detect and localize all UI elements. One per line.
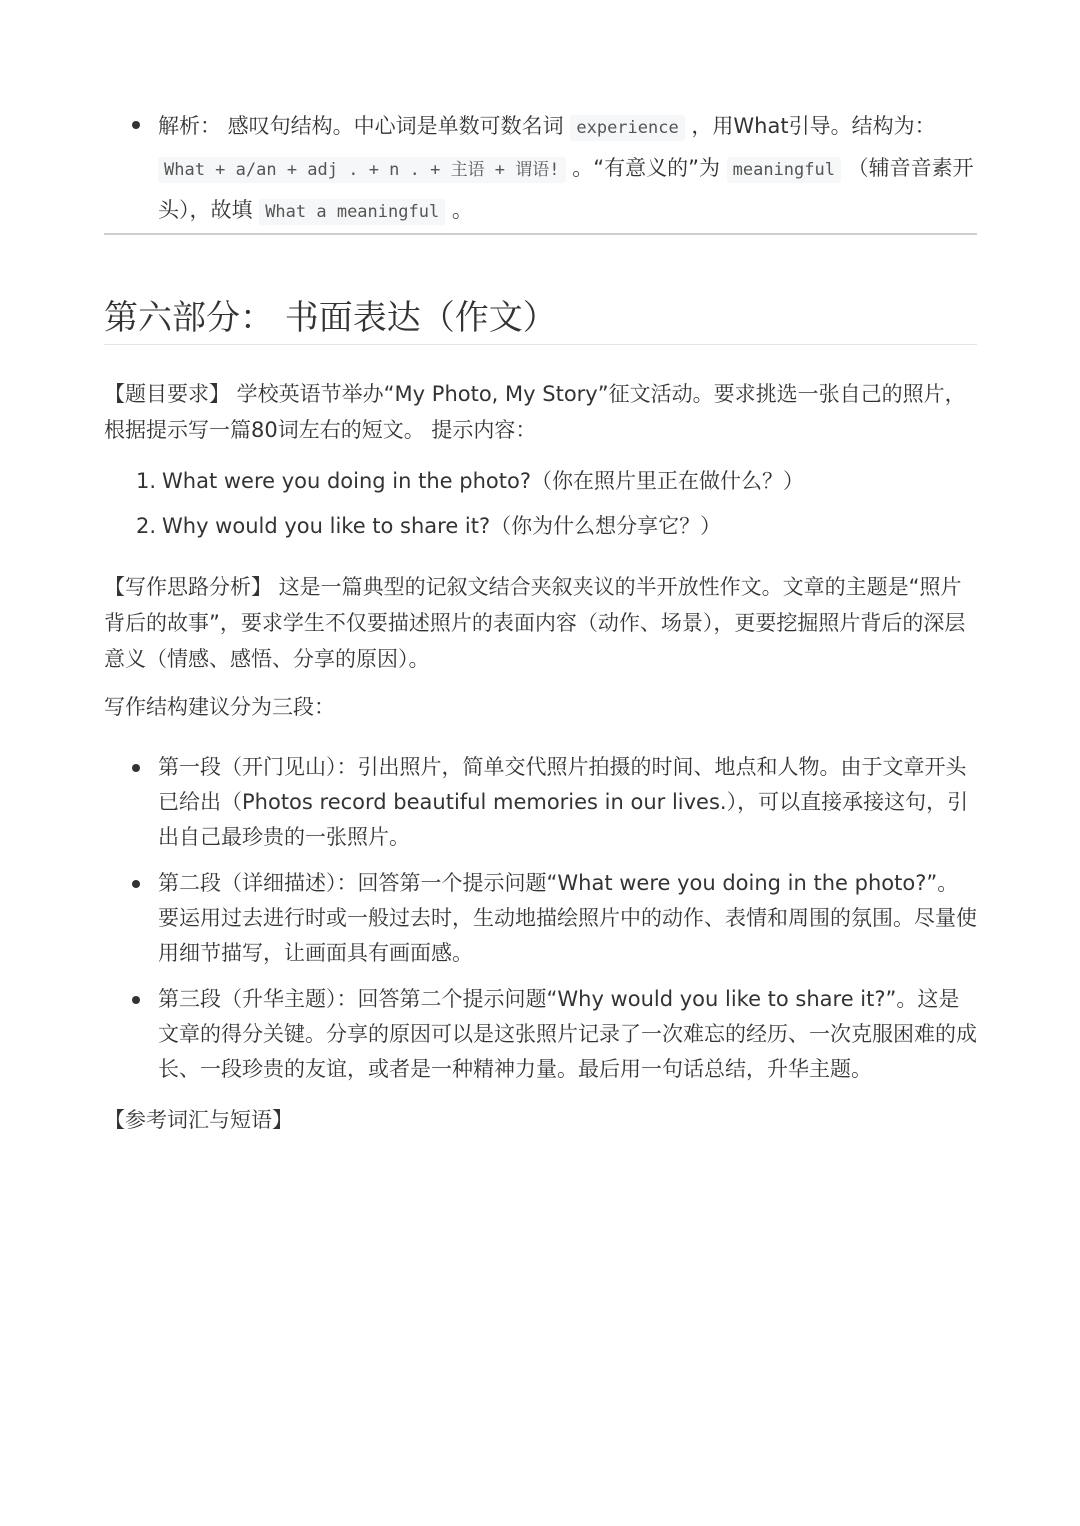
writing-analysis-label: 【写作思路分析】 [104, 575, 272, 599]
section-title: 第六部分： 书面表达（作文） [104, 298, 557, 338]
requirement-label: 【题目要求】 [104, 382, 230, 406]
analysis-text: 。“有意义的”为 [565, 156, 727, 180]
prompt-text: What were you doing in the photo?（你在照片里正在做什么？） [162, 469, 804, 493]
code-answer: What a meaningful [259, 199, 445, 225]
title-underline [104, 344, 977, 345]
code-experience: experience [570, 115, 684, 141]
bullet-icon [132, 880, 140, 888]
analysis-text: ，用What引导。结构为： [684, 114, 936, 138]
analysis-list [104, 106, 977, 232]
structure-list [104, 750, 977, 1098]
section-divider [104, 233, 977, 235]
prompt-item [104, 504, 977, 549]
prompt-number: 2. [136, 514, 157, 538]
analysis-item [104, 106, 977, 232]
analysis-label: 解析： [158, 114, 221, 138]
requirement-paragraph [104, 376, 977, 448]
structure-intro: 写作结构建议分为三段： [104, 695, 335, 719]
code-structure: What + a/an + adj . + n . + 主语 + 谓语! [158, 157, 566, 183]
analysis-text: 。 [445, 198, 473, 222]
analysis-block [104, 106, 977, 232]
writing-analysis-paragraph [104, 569, 977, 677]
vocab-heading: 【参考词汇与短语】 [104, 1108, 293, 1132]
prompt-item [104, 459, 977, 504]
code-meaningful: meaningful [727, 157, 841, 183]
prompt-number: 1. [136, 469, 157, 493]
writing-analysis-text: 这是一篇典型的记叙文结合夹叙夹议的半开放性作文。文章的主题是“照片背后的故事”，要求学生不仅要描述照片的表面内容（动作、场景），更要挖掘照片背后的深层意义（情感、感悟、分享的原因）。 [104, 575, 966, 671]
bullet-icon [132, 996, 140, 1004]
bullet-icon [132, 121, 140, 129]
structure-item [104, 982, 977, 1087]
structure-text: 第一段（开门见山）：引出照片，简单交代照片拍摄的时间、地点和人物。由于文章开头已给出（Photos record beautiful memories in our lives.），可以直接承接这句，引出自己最珍贵的一张照片。 [158, 755, 969, 849]
structure-item [104, 866, 977, 971]
analysis-text: 感叹句结构。中心词是单数可数名词 [221, 114, 571, 138]
structure-item [104, 750, 977, 855]
structure-text: 第三段（升华主题）：回答第二个提示问题“Why would you like to share it?”。这是文章的得分关键。分享的原因可以是这张照片记录了一次难忘的经历、一次克服困难的成长、一段珍贵的友谊，或者是一种精神力量。最后用一句话总结，升华主题。 [158, 987, 977, 1081]
prompt-list [104, 459, 977, 549]
structure-text: 第二段（详细描述）：回答第一个提示问题“What were you doing in the photo?”。要运用过去进行时或一般过去时，生动地描绘照片中的动作、表情和周围的氛围。尽量使用细节描写，让画面具有画面感。 [158, 871, 977, 965]
analysis-text: （辅音音素开头），故填 [158, 156, 974, 222]
prompt-text: Why would you like to share it?（你为什么想分享它？） [162, 514, 722, 538]
requirement-text: 学校英语节举办“My Photo, My Story”征文活动。要求挑选一张自己的照片，根据提示写一篇80词左右的短文。 提示内容： [104, 382, 966, 442]
bullet-icon [132, 764, 140, 772]
